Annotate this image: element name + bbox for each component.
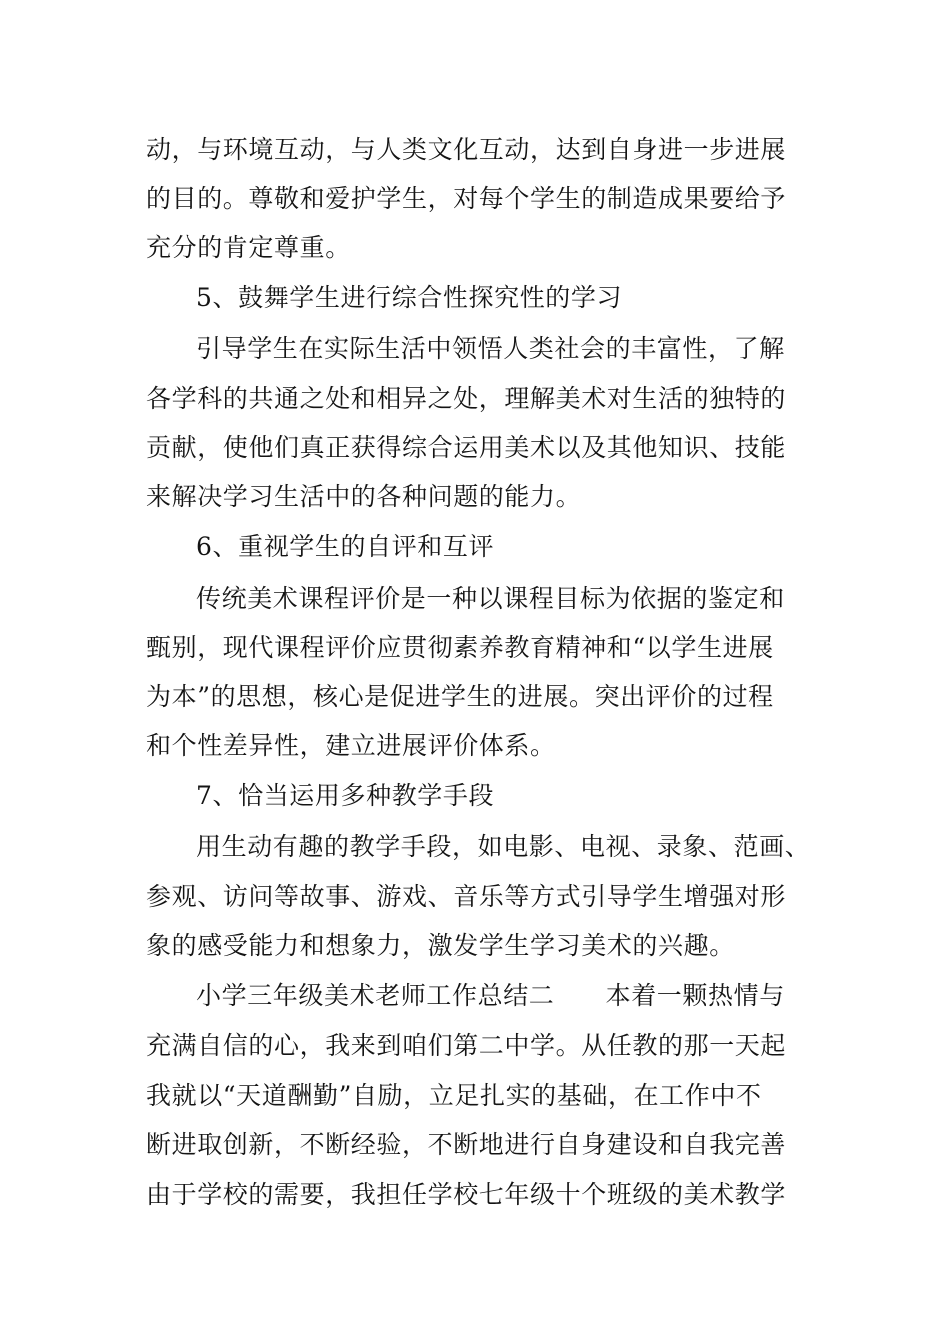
paragraph-first-line: 传统美术课程评价是一种以课程目标为依据的鉴定和: [196, 584, 785, 613]
body-text-line: 和个性差异性，建立进展评价体系。: [146, 731, 556, 760]
body-text-line: 的目的。尊敬和爱护学生，对每个学生的制造成果要给予: [146, 184, 787, 213]
body-text-line: 充分的肯定尊重。: [146, 233, 351, 262]
body-text-line: 来解决学习生活中的各种问题的能力。: [146, 482, 582, 511]
body-text-line: 动，与环境互动，与人类文化互动，达到自身进一步进展: [146, 135, 787, 164]
paragraph-first-line: 引导学生在实际生活中领悟人类社会的丰富性，了解: [196, 334, 785, 363]
body-text-line: 我就以“天道酬勤”自励，立足扎实的基础，在工作中不: [146, 1081, 762, 1110]
section-heading-7: 7、恰当运用多种教学手段: [196, 781, 495, 810]
body-text-line: 甄别，现代课程评价应贯彻素养教育精神和“以学生进展: [146, 633, 774, 662]
paragraph-first-line: 用生动有趣的教学手段，如电影、电视、录象、范画、: [196, 832, 811, 861]
body-text-line: 充满自信的心，我来到咱们第二中学。从任教的那一天起: [146, 1031, 787, 1060]
body-text-line: 各学科的共通之处和相异之处，理解美术对生活的独特的: [146, 384, 787, 413]
body-text-line: 为本”的思想，核心是促进学生的进展。突出评价的过程: [146, 682, 774, 711]
body-text-line: 由于学校的需要，我担任学校七年级十个班级的美术教学: [146, 1180, 787, 1209]
body-text-line: 断进取创新，不断经验，不断地进行自身建设和自我完善: [146, 1130, 787, 1159]
section-heading-6: 6、重视学生的自评和互评: [196, 532, 495, 561]
paragraph-first-line: 小学三年级美术老师工作总结二 本着一颗热情与: [196, 981, 785, 1010]
section-heading-5: 5、鼓舞学生进行综合性探究性的学习: [196, 283, 623, 312]
body-text-line: 象的感受能力和想象力，激发学生学习美术的兴趣。: [146, 931, 735, 960]
body-text-line: 贡献，使他们真正获得综合运用美术以及其他知识、技能: [146, 433, 787, 462]
body-text-line: 参观、访问等故事、游戏、音乐等方式引导学生增强对形: [146, 882, 787, 911]
